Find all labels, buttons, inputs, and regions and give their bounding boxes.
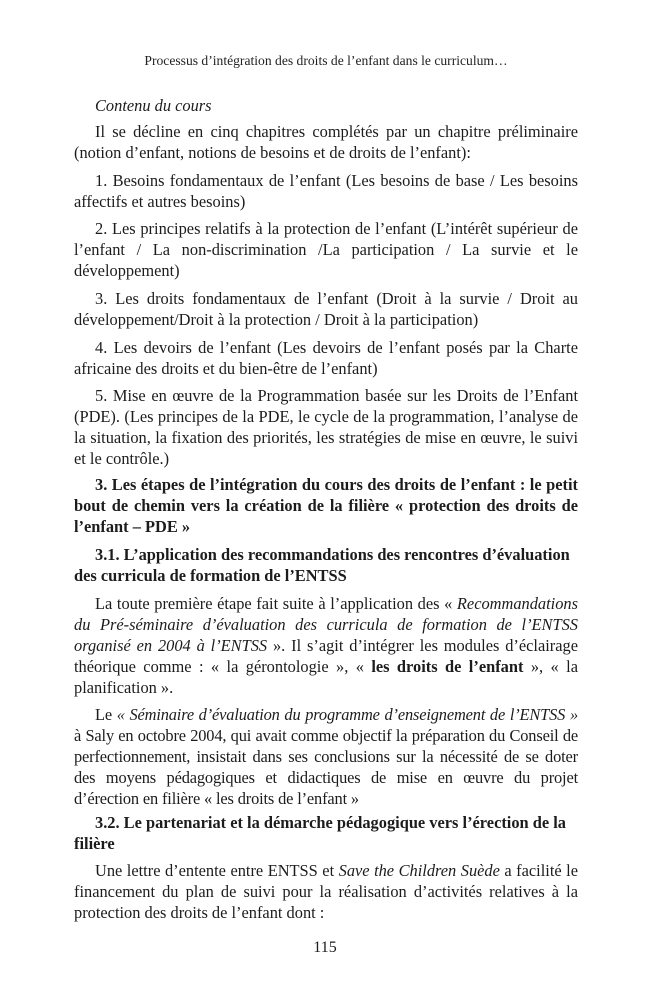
list-item-4: 4. Les devoirs de l’enfant (Les devoirs de l’enfant posés par la Charte africaine des droits et du bien-être de l’enfant) bbox=[74, 338, 578, 378]
paragraph-3-2-text-1: Une lettre d’entente entre ENTSS et bbox=[95, 861, 339, 880]
paragraph-3-2 bbox=[74, 860, 578, 923]
paragraph-3-1-b-text-2: à Saly en octobre 2004, qui avait comme objectif la préparation du Conseil de perfectionnement, insistait dans ses conclusions sur la nécessité de se doter des moyens pédagogiques et didactiques de mise en œuvre du projet d’érection en filière « les droits de l’enfant » bbox=[74, 726, 578, 808]
paragraph-3-1-a-emphasis: les droits de l’enfant bbox=[371, 657, 524, 676]
paragraph-3-2-partner: Save the Children Suède bbox=[338, 861, 500, 880]
paragraph-3-1-a bbox=[74, 593, 578, 698]
paragraph-3-2-text-2: a facilité le financement du plan de suivi pour la réalisation d’activités relatives à la protection des droits de l’enfant dont : bbox=[74, 861, 578, 922]
list-item-2: 2. Les principes relatifs à la protection de l’enfant (L’intérêt supérieur de l’enfant / La non-discrimination /La participation / La survie et le développement) bbox=[74, 219, 578, 280]
paragraph-3-1-a-text-2: ». Il s’agit d’intégrer les modules d’éclairage théorique comme : « la gérontologie », « bbox=[74, 636, 578, 676]
section-3-2-heading: 3.2. Le partenariat et la démarche pédagogique vers l’érection de la filière bbox=[74, 813, 566, 853]
paragraph-3-1-b-text-1: Le bbox=[95, 705, 117, 724]
list-item-3: 3. Les droits fondamentaux de l’enfant (Droit à la survie / Droit au développement/Droit à la protection / Droit à la participation) bbox=[74, 289, 578, 329]
contenu-title: Contenu du cours bbox=[95, 96, 212, 115]
paragraph-3-1-b bbox=[74, 704, 578, 809]
section-3-heading: 3. Les étapes de l’intégration du cours des droits de l’enfant : le petit bout de chemin vers la création de la filière « protection des droits de l’enfant – PDE » bbox=[74, 475, 578, 536]
paragraph-3-1-b-citation: « Séminaire d’évaluation du programme d’enseignement de l’ENTSS » bbox=[116, 705, 578, 724]
paragraph-3-1-a-citation: Recommandations du Pré-séminaire d’évaluation des curricula de formation de l’ENTSS organisé en 2004 à l’ENTSS bbox=[74, 594, 578, 655]
page-number: 115 bbox=[313, 939, 337, 956]
paragraph-3-1-a-text-1: La toute première étape fait suite à l’application des « bbox=[95, 594, 457, 613]
list-item-5: 5. Mise en œuvre de la Programmation basée sur les Droits de l’Enfant (PDE). (Les principes de la PDE, le cycle de la programmation, l’analyse de la situation, la fixation des priorités, les stratégies de mise en œuvre, le suivi et le contrôle.) bbox=[74, 386, 578, 468]
list-item-1: 1. Besoins fondamentaux de l’enfant (Les besoins de base / Les besoins affectifs et autres besoins) bbox=[74, 171, 578, 211]
section-3-1-heading: 3.1. L’application des recommandations des rencontres d’évaluation des curricula de formation de l’ENTSS bbox=[74, 545, 570, 585]
running-header: Processus d’intégration des droits de l’enfant dans le curriculum… bbox=[144, 53, 508, 68]
paragraph-3-1-a-text-3: », « la planification ». bbox=[74, 657, 578, 697]
intro-paragraph: Il se décline en cinq chapitres complétés par un chapitre préliminaire (notion d’enfant, notions de besoins et de droits de l’enfant): bbox=[74, 122, 578, 162]
